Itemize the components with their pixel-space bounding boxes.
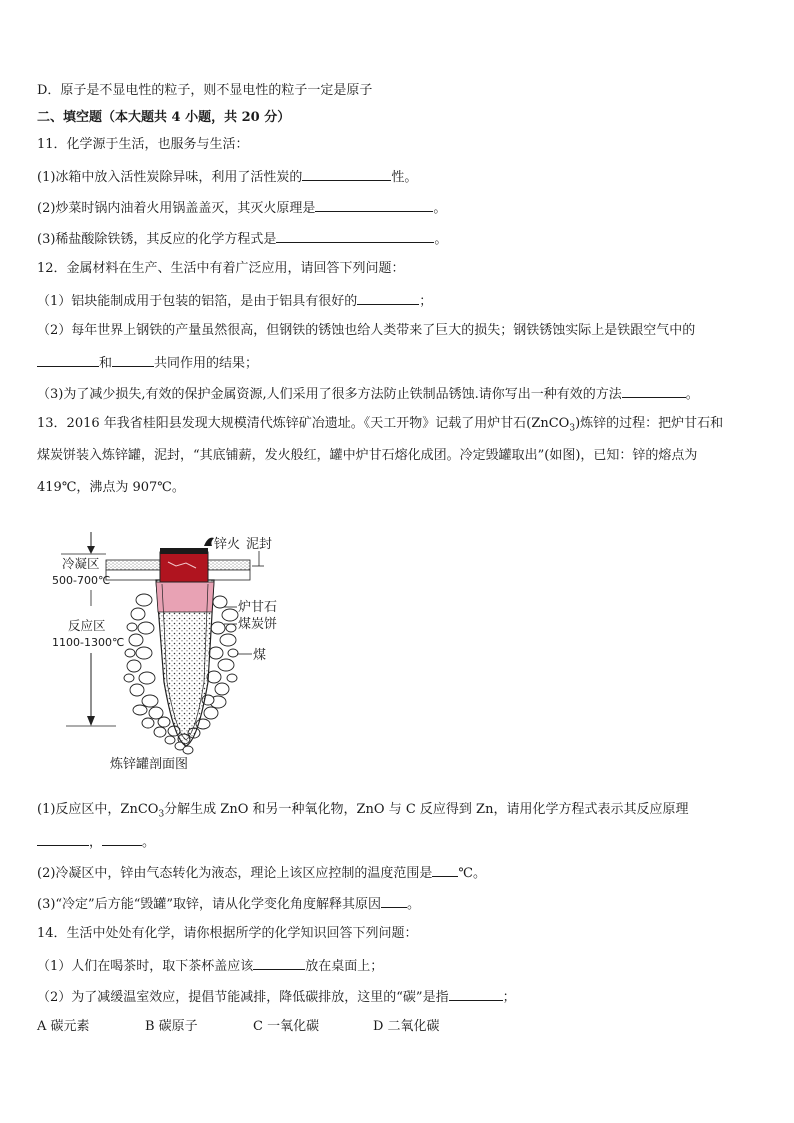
q13-p2-tail: ℃。 xyxy=(458,866,486,881)
q13-p3-text: (3)“冷定”后方能“毁罐”取锌，请从化学变化角度解释其原因 xyxy=(37,897,381,912)
option-a[interactable]: A 碳元素 xyxy=(37,1019,90,1034)
answer-blank[interactable] xyxy=(302,168,391,181)
q12-p3-text: （3)为了减少损失,有效的保护金属资源,人们采用了很多方法防止铁制品锈蚀.请你写出一种有效的方法 xyxy=(37,387,622,402)
figure-caption: 炼锌罐剖面图 xyxy=(110,757,189,772)
answer-blank[interactable] xyxy=(112,354,154,367)
q11-p2-text: (2)炒菜时锅内油着火用锅盖盖灭，其灭火原理是 xyxy=(37,201,316,216)
q14-part1 xyxy=(37,957,764,975)
section-heading: 二、填空题（本大题共 4 小题，共 20 分） xyxy=(37,110,291,125)
q14-p1-tail: 放在桌面上； xyxy=(305,959,384,974)
q14-options xyxy=(37,1019,764,1035)
q13-line3: 419℃，沸点为 907℃。 xyxy=(37,480,185,495)
seal-slab-right xyxy=(208,570,250,580)
q10-option-d: D．原子是不显电性的粒子，则不显电性的粒子一定是原子 xyxy=(37,83,373,98)
q11-p3-tail: 。 xyxy=(434,232,448,247)
q11-stem: 11．化学源于生活，也服务与生活： xyxy=(37,137,249,152)
option-c[interactable]: C 一氧化碳 xyxy=(253,1019,320,1034)
answer-blank[interactable] xyxy=(276,230,434,243)
q14-stem: 14．生活中处处有化学，请你根据所学的化学知识回答下列问题： xyxy=(37,926,418,941)
q11-p2-tail: 。 xyxy=(433,201,447,216)
condenser-layer-left xyxy=(106,560,161,570)
q12-p2-and: 和 xyxy=(99,356,113,371)
label-coal: 煤 xyxy=(253,648,267,663)
zinc-retort-diagram xyxy=(48,532,288,777)
answer-blank[interactable] xyxy=(622,385,686,398)
label-calamine: 炉甘石 xyxy=(238,600,278,615)
q13-line1-a: 13．2016 年我省桂阳县发现大规模清代炼锌矿冶遗址。《天工开物》记载了用炉甘石(ZnCO xyxy=(37,416,570,431)
q13-p1-comma: ， xyxy=(89,835,103,850)
q11-p1-tail: 性。 xyxy=(391,170,418,185)
answer-blank[interactable] xyxy=(449,988,503,1001)
q12-part2-line1: （2）每年世界上钢铁的产量虽然很高，但钢铁的锈蚀也给人类带来了巨大的损失；钢铁锈蚀实际上是铁跟空气中的 xyxy=(37,323,696,338)
q13-p1-end: 。 xyxy=(142,835,156,850)
label-coal-cake: 煤炭饼 xyxy=(238,617,278,632)
option-b[interactable]: B 碳原子 xyxy=(145,1019,198,1034)
zinc-flame-icon xyxy=(204,538,214,546)
q12-p2-tail: 共同作用的结果； xyxy=(154,356,259,371)
q11-p1-text: (1)冰箱中放入活性炭除异味，利用了活性炭的 xyxy=(37,170,303,185)
q12-part1 xyxy=(37,292,764,310)
q12-part3 xyxy=(37,385,764,403)
q13-part3 xyxy=(37,895,764,913)
label-clay-seal: 泥封 xyxy=(246,537,273,552)
answer-blank[interactable] xyxy=(432,864,458,877)
q14-part2 xyxy=(37,988,764,1006)
answer-blank[interactable] xyxy=(357,292,419,305)
q12-part2-line2 xyxy=(37,354,764,372)
q12-stem: 12．金属材料在生产、生活中有着广泛应用，请回答下列问题： xyxy=(37,261,405,276)
q13-part1 xyxy=(37,802,764,818)
answer-blank[interactable] xyxy=(102,833,142,846)
q11-part3 xyxy=(37,230,764,248)
label-condense-temp: 500-700℃ xyxy=(52,574,111,587)
label-zinc-fire: 锌火 xyxy=(214,537,241,552)
q11-part1 xyxy=(37,168,764,186)
option-d[interactable]: D 二氧化碳 xyxy=(373,1019,440,1034)
q11-part2 xyxy=(37,199,764,217)
q13-line1 xyxy=(37,416,764,432)
answer-blank[interactable] xyxy=(253,957,305,970)
answer-blank[interactable] xyxy=(37,833,89,846)
q13-p3-tail: 。 xyxy=(407,897,421,912)
q12-p1-text: （1）铝块能制成用于包装的铝箔，是由于铝具有很好的 xyxy=(37,294,358,309)
q12-p1-tail: ； xyxy=(419,294,433,309)
q13-line1-b: )炼锌的过程：把炉甘石和 xyxy=(575,416,724,431)
seal-slab-left xyxy=(106,570,161,580)
q13-p1-b: 分解生成 ZnO 和另一种氧化物，ZnO 与 C 反应得到 Zn，请用化学方程式表示其反应原理 xyxy=(164,802,689,817)
condenser-layer-right xyxy=(208,560,250,570)
q13-part2 xyxy=(37,864,764,882)
q13-line2: 煤炭饼装入炼锌罐，泥封，“其底铺薪，发火般红，罐中炉甘石熔化成团。冷定毁罐取出”(如图)，已知：锌的熔点为 xyxy=(37,448,698,463)
q14-p1-text: （1）人们在喝茶时，取下茶杯盖应该 xyxy=(37,959,254,974)
calamine-layer xyxy=(156,582,214,612)
q14-p2-text: （2）为了减缓温室效应，提倡节能减排，降低碳排放，这里的“碳”是指 xyxy=(37,990,449,1005)
q13-p1-a: (1)反应区中，ZnCO xyxy=(37,802,159,817)
label-condense-zone: 冷凝区 xyxy=(62,556,100,571)
label-reaction-temp: 1100-1300℃ xyxy=(52,636,125,649)
q11-p3-text: (3)稀盐酸除铁锈，其反应的化学方程式是 xyxy=(37,232,277,247)
subscript: 3 xyxy=(158,809,165,820)
answer-blank[interactable] xyxy=(315,199,433,212)
q14-p2-tail: ； xyxy=(502,990,516,1005)
answer-blank[interactable] xyxy=(37,354,99,367)
answer-blank[interactable] xyxy=(381,895,407,908)
clay-seal xyxy=(160,552,208,582)
subscript: 3 xyxy=(569,423,576,434)
label-reaction-zone: 反应区 xyxy=(68,618,106,633)
q12-p3-tail: 。 xyxy=(685,387,699,402)
q13-part1-answers xyxy=(37,833,764,851)
q13-p2-text: (2)冷凝区中，锌由气态转化为液态，理论上该区应控制的温度范围是 xyxy=(37,866,433,881)
seal-cap xyxy=(160,548,208,554)
